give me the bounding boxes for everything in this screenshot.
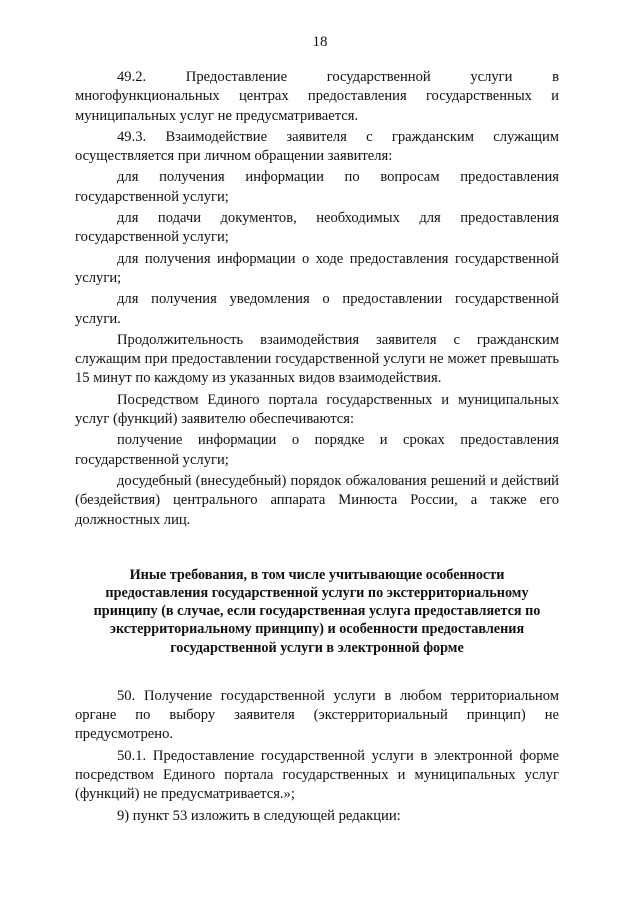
list-item-info-questions: для получения информации по вопросам предоставления государственной услуги; xyxy=(75,169,559,205)
paragraph-portal: Посредством Единого портала государственных и муниципальных услуг (функций) заявителю обеспечиваются: xyxy=(75,391,559,428)
paragraph-49-3: 49.3. Взаимодействие заявителя с гражданским служащим осуществляется при личном обращении заявителя: xyxy=(75,128,559,165)
section-heading: Иные требования, в том числе учитывающие особенности предоставления государственной услуги по экстерриториальному принципу (в случае, если государственная услуга предоставляется по экстерриториальному принципу) и особенности предоставления государственной услуги в электронной форме xyxy=(93,566,541,656)
list-item-appeal: досудебный (внесудебный) порядок обжалования решений и действий (бездействия) центрального аппарата Минюста России, а также его должностных лиц. xyxy=(75,472,559,528)
paragraph-49-2: 49.2. Предоставление государственной услуги в многофункциональных центрах предоставления государственных и муниципальных услуг не предусматривается. xyxy=(75,69,559,124)
list-item-submit-documents: для подачи документов, необходимых для предоставления государственной услуги; xyxy=(75,210,559,246)
list-item-notification: для получения уведомления о предоставлении государственной услуги. xyxy=(75,291,559,327)
paragraph-duration: Продолжительность взаимодействия заявителя с гражданским служащим при предоставлении государственной услуги не может превышать 15 минут по каждому из указанных видов взаимодействия. xyxy=(75,331,559,387)
paragraph-50-1: 50.1. Предоставление государственной услуги в электронной форме посредством Единого портала государственных и муниципальных услуг (функций) не предусматривается.»; xyxy=(75,747,559,803)
page-number: 18 xyxy=(312,34,328,50)
list-item-procedure-info: получение информации о порядке и сроках предоставления государственной услуги; xyxy=(75,432,559,468)
document-body xyxy=(75,68,559,828)
paragraph-item-9: 9) пункт 53 изложить в следующей редакции: xyxy=(117,807,401,824)
paragraph-50: 50. Получение государственной услуги в любом территориальном органе по выбору заявителя (экстерриториальный принцип) не предусмотрено. xyxy=(75,687,559,743)
list-item-progress-info: для получения информации о ходе предоставления государственной услуги; xyxy=(75,250,559,286)
